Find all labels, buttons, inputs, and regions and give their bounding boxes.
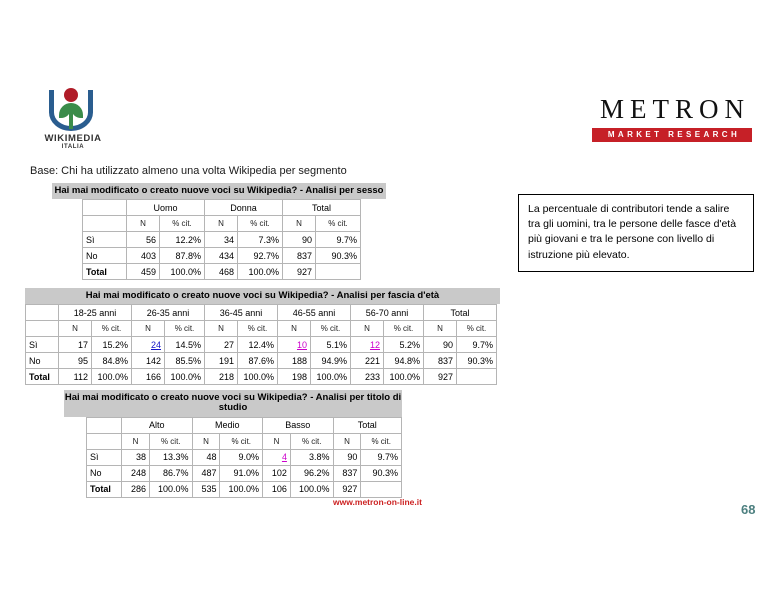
titolo-studio-count-cell: 106 [263, 481, 291, 497]
titolo-studio-count-cell [263, 449, 291, 465]
titolo-studio-row-label: Total [87, 481, 122, 497]
table-sesso [82, 199, 361, 280]
fascia-eta-percent-cell: 85.5% [165, 353, 205, 369]
fascia-eta-row-label: No [26, 353, 59, 369]
fascia-eta-highlighted-value: 12 [369, 339, 380, 350]
fascia-eta-count-cell: 188 [278, 353, 311, 369]
fascia-eta-percent-cell: 100.0% [384, 369, 424, 385]
titolo-studio-percent-cell: 9.7% [361, 449, 402, 465]
titolo-studio-row [87, 449, 402, 465]
titolo-studio-subheader: % cit. [149, 433, 192, 449]
fascia-eta-count-cell: 112 [59, 369, 92, 385]
fascia-eta-percent-cell: 100.0% [238, 369, 278, 385]
fascia-eta-subheader: % cit. [457, 321, 497, 337]
wikimedia-ring-left-tip-icon [49, 90, 54, 102]
sesso-subheader: N [205, 216, 238, 232]
sesso-percent-cell: 100.0% [238, 264, 283, 280]
titolo-studio-count-cell: 38 [122, 449, 150, 465]
fascia-eta-subheader: % cit. [165, 321, 205, 337]
fascia-eta-group-header-row [26, 305, 497, 321]
fascia-eta-count-cell: 927 [424, 369, 457, 385]
fascia-eta-percent-cell: 87.6% [238, 353, 278, 369]
sesso-count-cell: 459 [127, 264, 160, 280]
titolo-studio-group-header: Basso [263, 417, 333, 433]
fascia-eta-count-cell: 191 [205, 353, 238, 369]
fascia-eta-subheader: N [424, 321, 457, 337]
sesso-group-header: Total [283, 200, 361, 216]
sesso-percent-cell [316, 264, 361, 280]
fascia-eta-percent-cell: 9.7% [457, 337, 497, 353]
sesso-percent-cell: 90.3% [316, 248, 361, 264]
titolo-studio-percent-cell: 3.8% [290, 449, 333, 465]
sesso-count-cell: 56 [127, 232, 160, 248]
titolo-studio-highlighted-value: 4 [281, 452, 287, 463]
sesso-count-cell: 34 [205, 232, 238, 248]
titolo-studio-count-cell: 48 [192, 449, 220, 465]
titolo-studio-subheader-row [87, 433, 402, 449]
titolo-studio-percent-cell: 91.0% [220, 465, 263, 481]
titolo-studio-count-cell: 487 [192, 465, 220, 481]
fascia-eta-count-cell: 166 [132, 369, 165, 385]
wikimedia-ring-right-tip-icon [88, 90, 93, 102]
table-sesso-title: Hai mai modificato o creato nuove voci su Wikipedia? - Analisi per sesso [52, 183, 386, 199]
sesso-group-header-row [83, 200, 361, 216]
fascia-eta-percent-cell: 94.9% [311, 353, 351, 369]
wikimedia-red-dot-icon [64, 88, 78, 102]
wikimedia-stem-icon [69, 107, 73, 129]
sesso-count-cell: 434 [205, 248, 238, 264]
wikimedia-wordmark: WIKIMEDIA [44, 133, 102, 144]
fascia-eta-percent-cell: 90.3% [457, 353, 497, 369]
metron-logo [592, 96, 752, 142]
fascia-eta-subheader: N [205, 321, 238, 337]
sesso-count-cell: 90 [283, 232, 316, 248]
sesso-subheader: N [283, 216, 316, 232]
sesso-percent-cell: 9.7% [316, 232, 361, 248]
fascia-eta-subheader: N [59, 321, 92, 337]
fascia-eta-percent-cell: 84.8% [92, 353, 132, 369]
wikimedia-logo-mark [45, 88, 101, 132]
titolo-studio-subheader: % cit. [220, 433, 263, 449]
titolo-studio-row-label: Sì [87, 449, 122, 465]
titolo-studio-count-cell: 90 [333, 449, 361, 465]
callout-text: La percentuale di contributori tende a salire tra gli uomini, tra le persone delle fasce d'età più giovani e tra le persone con livello di istruzione più elevato. [528, 203, 737, 261]
wikimedia-italia-logo [38, 88, 108, 150]
fascia-eta-row-label: Sì [26, 337, 59, 353]
sesso-count-cell: 403 [127, 248, 160, 264]
fascia-eta-count-cell [278, 337, 311, 353]
sesso-row-label: No [83, 248, 127, 264]
table-fascia-eta-block [25, 288, 500, 385]
sesso-percent-cell: 87.8% [160, 248, 205, 264]
sesso-count-cell: 468 [205, 264, 238, 280]
titolo-studio-percent-cell: 9.0% [220, 449, 263, 465]
titolo-studio-subheader: N [333, 433, 361, 449]
titolo-studio-corner-cell [87, 417, 122, 433]
sesso-percent-cell: 7.3% [238, 232, 283, 248]
sesso-percent-cell: 12.2% [160, 232, 205, 248]
table-fascia-eta [25, 304, 497, 385]
titolo-studio-count-cell: 102 [263, 465, 291, 481]
fascia-eta-row [26, 337, 497, 353]
titolo-studio-percent-cell: 90.3% [361, 465, 402, 481]
titolo-studio-row-label: No [87, 465, 122, 481]
titolo-studio-group-header: Medio [192, 417, 262, 433]
sesso-row [83, 248, 361, 264]
fascia-eta-percent-cell: 100.0% [311, 369, 351, 385]
titolo-studio-subheader: % cit. [361, 433, 402, 449]
fascia-eta-count-cell: 233 [351, 369, 384, 385]
titolo-studio-subheader: % cit. [290, 433, 333, 449]
sesso-group-header: Donna [205, 200, 283, 216]
fascia-eta-group-header: Total [424, 305, 497, 321]
fascia-eta-corner-cell [26, 321, 59, 337]
titolo-studio-subheader: N [263, 433, 291, 449]
fascia-eta-subheader: % cit. [311, 321, 351, 337]
fascia-eta-subheader: N [351, 321, 384, 337]
titolo-studio-count-cell: 927 [333, 481, 361, 497]
titolo-studio-percent-cell: 86.7% [149, 465, 192, 481]
titolo-studio-group-header: Alto [122, 417, 192, 433]
titolo-studio-percent-cell [361, 481, 402, 497]
fascia-eta-count-cell: 90 [424, 337, 457, 353]
fascia-eta-group-header: 26-35 anni [132, 305, 205, 321]
fascia-eta-subheader: % cit. [92, 321, 132, 337]
table-fascia-eta-title: Hai mai modificato o creato nuove voci su Wikipedia? - Analisi per fascia d'età [25, 288, 500, 304]
fascia-eta-group-header: 56-70 anni [351, 305, 424, 321]
sesso-subheader: % cit. [160, 216, 205, 232]
fascia-eta-count-cell: 142 [132, 353, 165, 369]
fascia-eta-percent-cell: 14.5% [165, 337, 205, 353]
metron-tagline-bar: MARKET RESEARCH [592, 128, 752, 142]
table-titolo-studio-block [64, 390, 402, 498]
sesso-row-label: Total [83, 264, 127, 280]
fascia-eta-group-header: 18-25 anni [59, 305, 132, 321]
titolo-studio-row [87, 465, 402, 481]
fascia-eta-subheader-row [26, 321, 497, 337]
metron-wordmark: METRON [600, 94, 750, 124]
fascia-eta-subheader: % cit. [384, 321, 424, 337]
fascia-eta-subheader: % cit. [238, 321, 278, 337]
fascia-eta-count-cell: 17 [59, 337, 92, 353]
titolo-studio-percent-cell: 100.0% [290, 481, 333, 497]
sesso-subheader-row [83, 216, 361, 232]
fascia-eta-group-header: 46-55 anni [278, 305, 351, 321]
fascia-eta-highlighted-value: 24 [150, 339, 161, 350]
fascia-eta-percent-cell: 15.2% [92, 337, 132, 353]
fascia-eta-group-header: 36-45 anni [205, 305, 278, 321]
titolo-studio-count-cell: 286 [122, 481, 150, 497]
sesso-corner-cell [83, 216, 127, 232]
titolo-studio-percent-cell: 100.0% [149, 481, 192, 497]
titolo-studio-count-cell: 535 [192, 481, 220, 497]
titolo-studio-subheader: N [192, 433, 220, 449]
fascia-eta-percent-cell: 5.1% [311, 337, 351, 353]
titolo-studio-percent-cell: 96.2% [290, 465, 333, 481]
titolo-studio-subheader: N [122, 433, 150, 449]
table-titolo-studio [86, 417, 402, 498]
callout-box [518, 194, 754, 272]
fascia-eta-percent-cell: 94.8% [384, 353, 424, 369]
titolo-studio-row [87, 481, 402, 497]
fascia-eta-count-cell: 221 [351, 353, 384, 369]
fascia-eta-subheader: N [132, 321, 165, 337]
table-sesso-block [52, 183, 386, 280]
fascia-eta-percent-cell: 5.2% [384, 337, 424, 353]
sesso-subheader: % cit. [316, 216, 361, 232]
titolo-studio-percent-cell: 13.3% [149, 449, 192, 465]
fascia-eta-row [26, 353, 497, 369]
fascia-eta-percent-cell [457, 369, 497, 385]
fascia-eta-percent-cell: 100.0% [165, 369, 205, 385]
sesso-group-header: Uomo [127, 200, 205, 216]
fascia-eta-count-cell: 198 [278, 369, 311, 385]
sesso-subheader: N [127, 216, 160, 232]
fascia-eta-percent-cell: 12.4% [238, 337, 278, 353]
sesso-row-label: Sì [83, 232, 127, 248]
fascia-eta-highlighted-value: 10 [296, 339, 307, 350]
wikimedia-sprout-icon [59, 103, 83, 129]
footer-url[interactable]: www.metron-on-line.it [333, 497, 422, 507]
sesso-count-cell: 927 [283, 264, 316, 280]
fascia-eta-count-cell: 95 [59, 353, 92, 369]
titolo-studio-count-cell: 837 [333, 465, 361, 481]
fascia-eta-corner-cell [26, 305, 59, 321]
titolo-studio-group-header: Total [333, 417, 402, 433]
titolo-studio-group-header-row [87, 417, 402, 433]
sesso-percent-cell: 100.0% [160, 264, 205, 280]
fascia-eta-row-label: Total [26, 369, 59, 385]
fascia-eta-count-cell: 27 [205, 337, 238, 353]
base-note: Base: Chi ha utilizzato almeno una volta Wikipedia per segmento [30, 165, 347, 177]
sesso-row [83, 264, 361, 280]
titolo-studio-count-cell: 248 [122, 465, 150, 481]
fascia-eta-count-cell [132, 337, 165, 353]
titolo-studio-corner-cell [87, 433, 122, 449]
fascia-eta-subheader: N [278, 321, 311, 337]
wikimedia-subtitle: ITALIA [61, 144, 85, 150]
fascia-eta-count-cell: 218 [205, 369, 238, 385]
page-number: 68 [741, 502, 756, 517]
sesso-subheader: % cit. [238, 216, 283, 232]
sesso-count-cell: 837 [283, 248, 316, 264]
table-titolo-studio-title: Hai mai modificato o creato nuove voci su Wikipedia? - Analisi per titolo di studio [64, 390, 402, 417]
fascia-eta-count-cell: 837 [424, 353, 457, 369]
sesso-row [83, 232, 361, 248]
sesso-corner-cell [83, 200, 127, 216]
sesso-percent-cell: 92.7% [238, 248, 283, 264]
fascia-eta-row [26, 369, 497, 385]
fascia-eta-percent-cell: 100.0% [92, 369, 132, 385]
titolo-studio-percent-cell: 100.0% [220, 481, 263, 497]
fascia-eta-count-cell [351, 337, 384, 353]
